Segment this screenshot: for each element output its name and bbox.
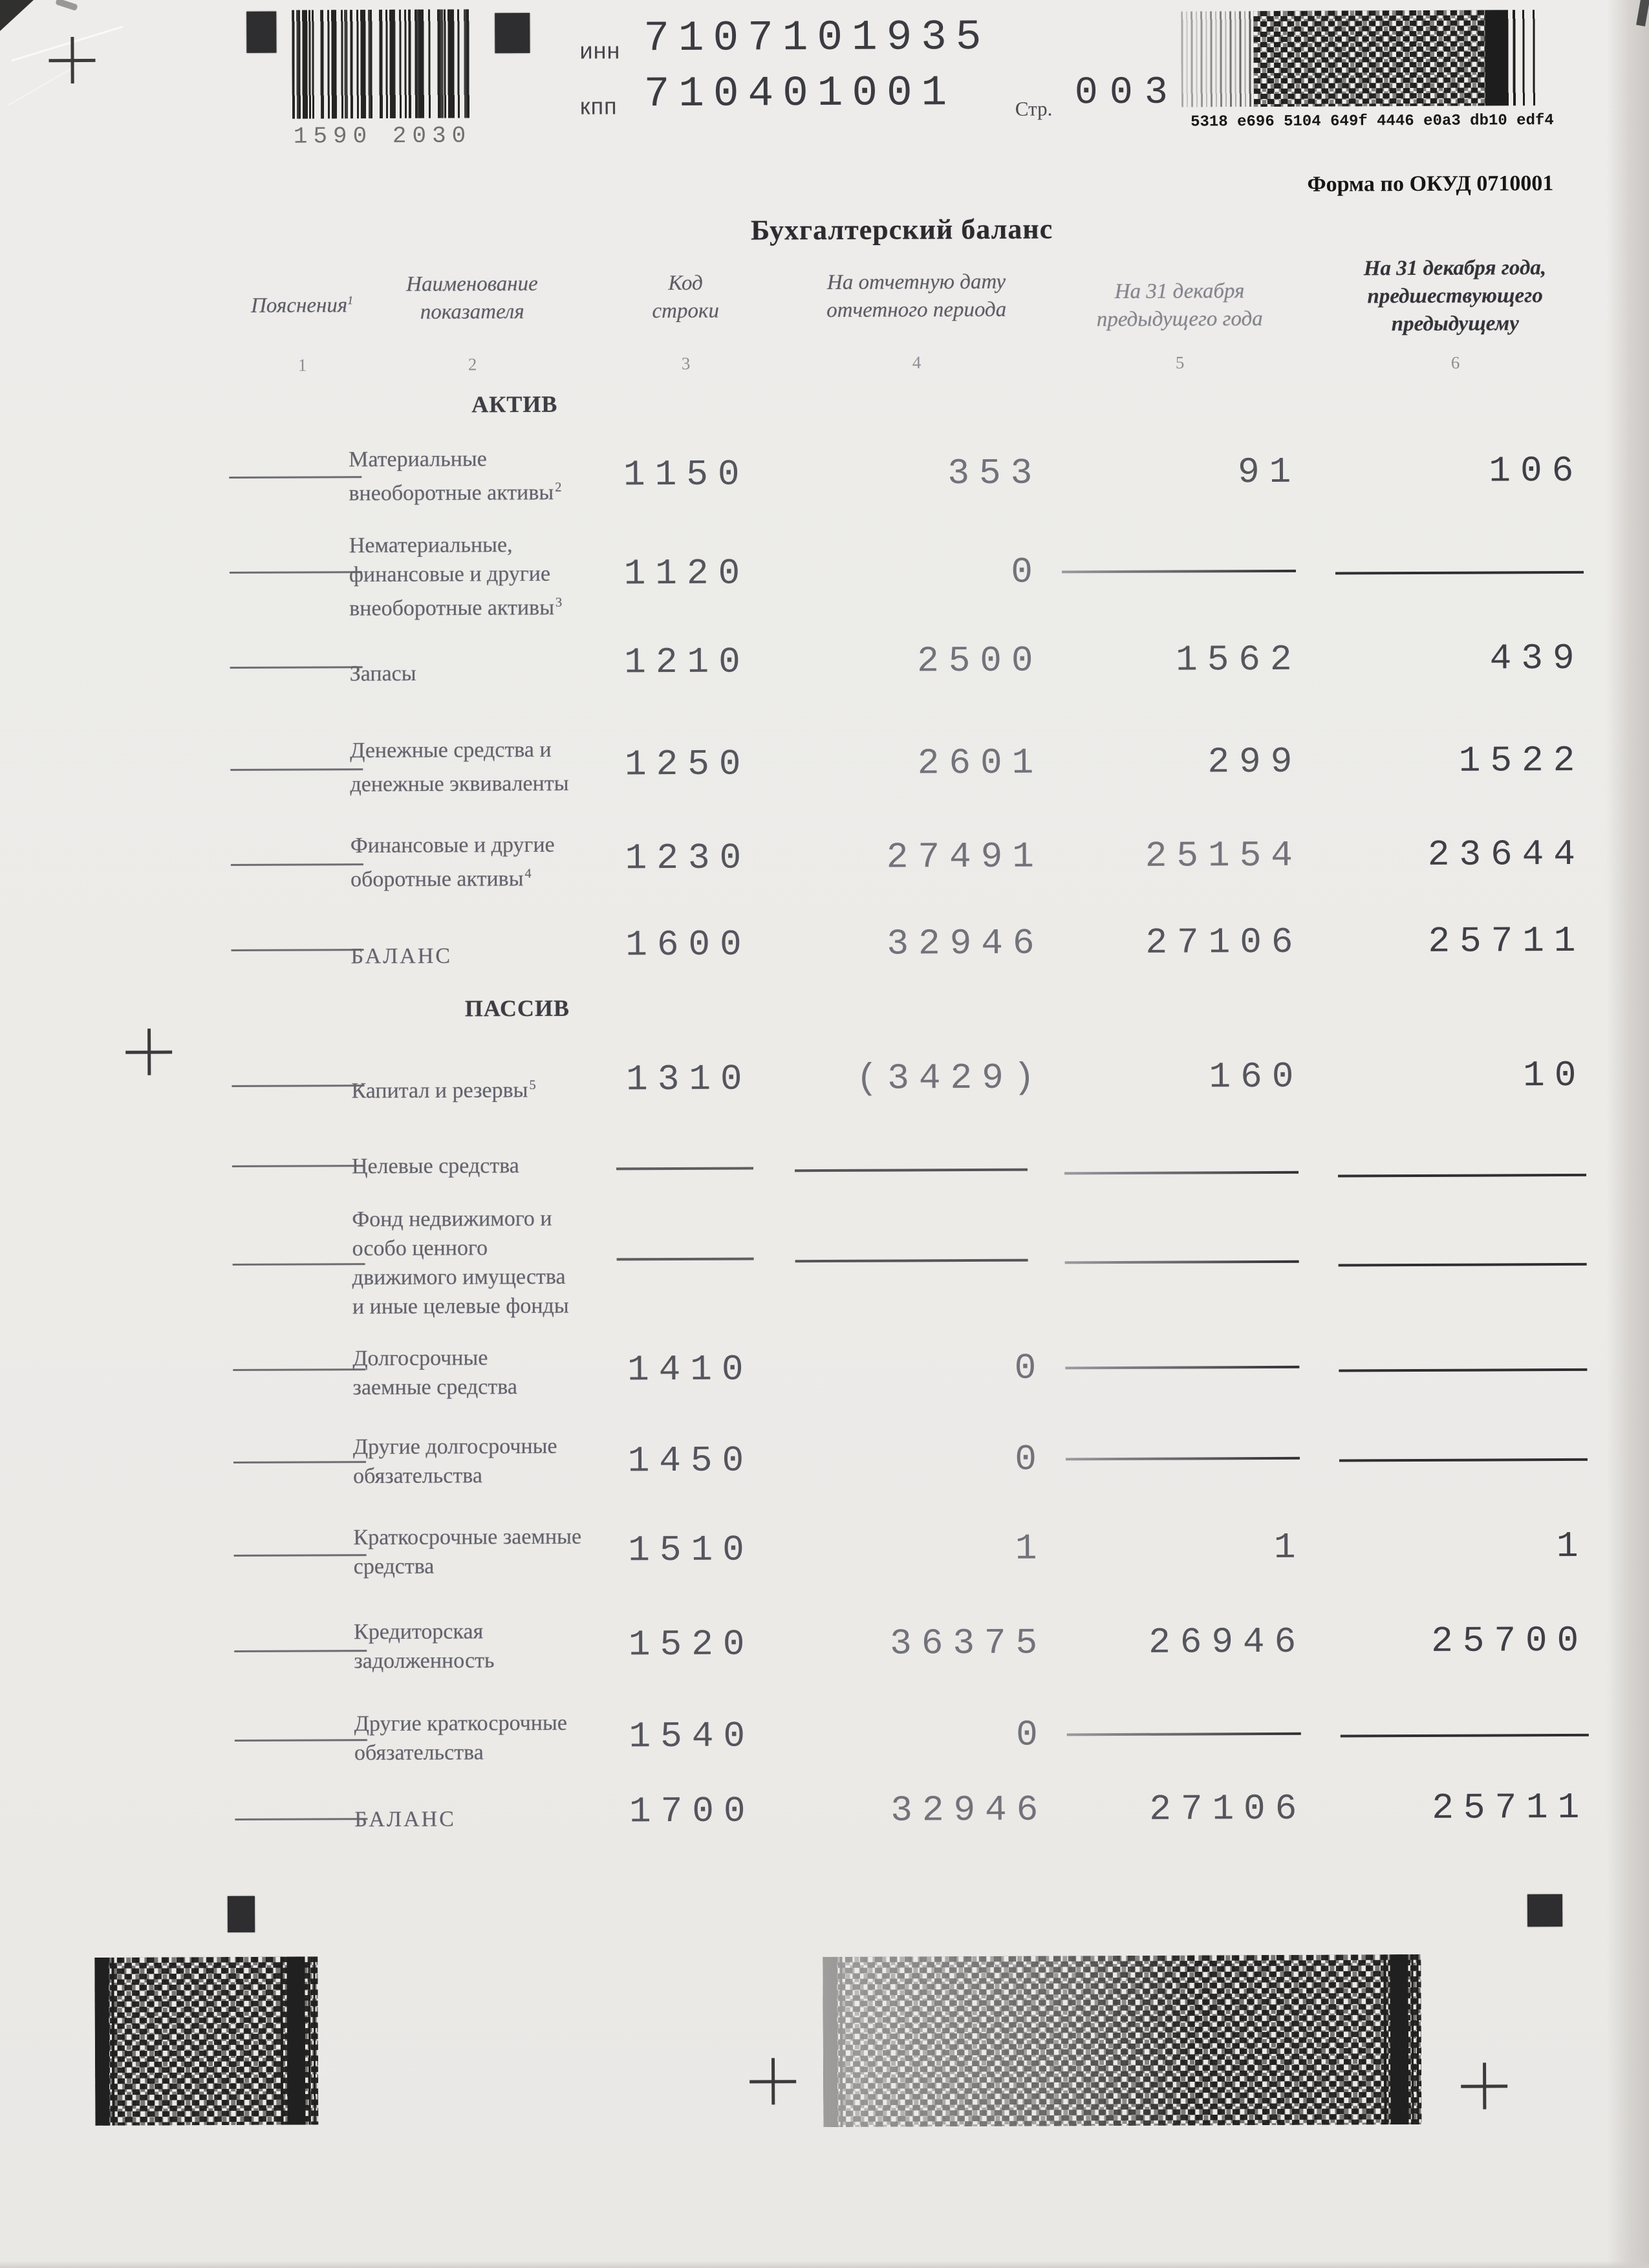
- empty-value-line: [1062, 570, 1296, 574]
- empty-value-line: [1067, 1733, 1301, 1736]
- column-number-1: 1: [297, 355, 307, 375]
- value-col4: (3429): [856, 1057, 1045, 1099]
- row-code: 1700: [629, 1790, 755, 1833]
- row-label: [353, 1522, 602, 1582]
- explanation-dash: [233, 1461, 366, 1463]
- row-label: [350, 654, 599, 689]
- okud-form-label: Форма по ОКУД 0710001: [1307, 171, 1554, 197]
- barcode-left-bars: [1181, 11, 1253, 107]
- row-code: 1520: [628, 1623, 755, 1666]
- value-col5: 299: [1207, 740, 1302, 783]
- column-header-prev-prev-year: На 31 декабря года, предшествующего предыдущему: [1363, 256, 1547, 336]
- empty-value-line: [1339, 1263, 1587, 1267]
- value-col5: 27106: [1149, 1787, 1307, 1830]
- row-label-text: БАЛАНС: [354, 1807, 456, 1832]
- value-col4: 27491: [886, 836, 1044, 878]
- value-col4: 1: [1015, 1528, 1047, 1570]
- section-passiv: ПАССИВ: [464, 995, 570, 1022]
- barcode-2d-icon: [94, 1956, 318, 2126]
- value-col6: 25711: [1432, 1786, 1590, 1829]
- row-label: [354, 1709, 603, 1768]
- value-col5: 25154: [1145, 834, 1303, 877]
- value-col5: 91: [1237, 451, 1301, 493]
- barcode-hex-string: 5318 e696 5104 649f 4446 e0a3 db10 edf4: [1191, 112, 1554, 131]
- empty-value-line: [1066, 1457, 1300, 1461]
- row-label: [352, 1204, 601, 1322]
- explanation-dash: [234, 1650, 367, 1652]
- scan-edge-shadow: [0, 2261, 1649, 2268]
- barcode-right-bars: [1485, 10, 1563, 106]
- row-label: [354, 1804, 603, 1835]
- empty-value-line: [1338, 1174, 1586, 1178]
- registration-cross-icon: [1461, 2062, 1507, 2109]
- column-number-6: 6: [1450, 352, 1460, 373]
- row-label: [350, 936, 599, 971]
- row-label-text: Краткосрочные заемные средства: [353, 1524, 582, 1579]
- row-code: 1210: [624, 641, 750, 684]
- registration-square-icon: [246, 12, 276, 53]
- value-col4: 0: [1014, 1347, 1046, 1389]
- footnote-marker: 5: [529, 1077, 536, 1092]
- page-number: 003: [1074, 70, 1180, 116]
- row-code: 1230: [625, 837, 751, 880]
- row-code: 1510: [628, 1529, 754, 1571]
- footnote-marker: 1: [347, 294, 354, 307]
- registration-cross-icon: [48, 37, 95, 83]
- row-code: 1150: [623, 453, 749, 496]
- row-code: 1600: [625, 923, 751, 966]
- barcode-2d-icon: [1181, 10, 1563, 107]
- value-col6: 1: [1556, 1525, 1588, 1568]
- explanation-dash: [233, 1368, 365, 1371]
- explanation-dash: [235, 1739, 367, 1742]
- row-label-text: Другие долгосрочные обязательства: [352, 1434, 557, 1489]
- row-code: 1120: [623, 552, 750, 595]
- barcode-stop-bar: [271, 1956, 318, 2124]
- page-label: Стр.: [1015, 97, 1053, 120]
- column-number-2: 2: [468, 354, 477, 374]
- value-col6: 23644: [1427, 833, 1586, 876]
- value-col6: 25711: [1428, 920, 1586, 962]
- registration-cross-icon: [125, 1028, 172, 1075]
- value-col5: 160: [1209, 1055, 1304, 1098]
- value-col5: 1562: [1176, 638, 1302, 681]
- explanation-dash: [234, 1554, 367, 1557]
- explanation-dash: [230, 571, 362, 574]
- row-label-text: Финансовые и другие оборотные активы: [350, 832, 555, 892]
- value-col4: 32946: [890, 1789, 1048, 1831]
- inn-value: 7107101935: [643, 12, 991, 63]
- row-label: [349, 530, 599, 623]
- column-number-5: 5: [1175, 352, 1185, 373]
- value-col6: 1522: [1458, 739, 1585, 782]
- footnote-marker: 4: [524, 866, 532, 881]
- kpp-label: кпп: [579, 92, 618, 120]
- column-number-4: 4: [912, 352, 921, 373]
- row-label: [350, 830, 599, 894]
- row-code: 1540: [629, 1715, 755, 1758]
- table-row: [0, 922, 1649, 1059]
- scan-edge-shadow: [1606, 0, 1649, 2268]
- column-header-report-date: На отчетную дату отчетного периода: [826, 270, 1007, 322]
- column-number-3: 3: [681, 353, 691, 373]
- empty-value-line: [617, 1257, 754, 1260]
- column-header-name: Наименование показателя: [406, 272, 538, 324]
- value-col6: 106: [1489, 449, 1584, 492]
- explanation-dash: [235, 1818, 367, 1820]
- row-label: [349, 444, 598, 508]
- registration-cross-icon: [749, 2058, 796, 2104]
- empty-value-line: [795, 1259, 1028, 1263]
- row-label-text: Другие краткосрочные обязательства: [354, 1711, 567, 1766]
- value-col6: 10: [1523, 1054, 1586, 1097]
- explanation-dash: [230, 666, 363, 669]
- column-header-text: Пояснения: [250, 294, 348, 318]
- footnote-marker: 2: [555, 480, 562, 495]
- row-label: [350, 735, 599, 799]
- row-label-text: Кредиторская задолженность: [354, 1619, 495, 1674]
- column-header-prev-year: На 31 декабря предыдущего года: [1096, 279, 1263, 332]
- empty-value-line: [1339, 1368, 1587, 1372]
- row-label: [351, 1071, 600, 1106]
- row-label-text: Долгосрочные заемные средства: [352, 1346, 517, 1400]
- value-col4: 32946: [887, 922, 1044, 965]
- section-aktiv: АКТИВ: [471, 391, 558, 418]
- registration-square-icon: [1527, 1894, 1562, 1927]
- barcode-1d-icon: [292, 9, 472, 118]
- row-label-text: Целевые средства: [351, 1154, 519, 1179]
- value-col4: 353: [947, 452, 1042, 495]
- row-label-text: Денежные средства и денежные эквиваленты: [350, 737, 569, 797]
- row-label-text: Материальные внеоборотные активы: [349, 447, 554, 506]
- explanation-dash: [232, 949, 364, 951]
- empty-value-line: [1339, 1458, 1588, 1462]
- value-col4: 0: [1016, 1714, 1048, 1756]
- empty-value-line: [1064, 1171, 1299, 1175]
- row-label-text: Запасы: [349, 662, 416, 686]
- empty-value-line: [1065, 1366, 1299, 1370]
- value-col4: 36375: [890, 1622, 1048, 1665]
- value-col5: 27106: [1145, 921, 1303, 964]
- footnote-marker: 3: [555, 595, 563, 610]
- page-title: Бухгалтерский баланс: [750, 213, 1053, 246]
- row-label: [354, 1617, 603, 1676]
- registration-square-icon: [495, 13, 530, 53]
- value-col6: 25700: [1431, 1619, 1589, 1662]
- row-code: 1250: [624, 743, 751, 786]
- value-col4: 0: [1015, 1438, 1047, 1480]
- empty-value-line: [616, 1167, 753, 1170]
- explanation-dash: [229, 476, 361, 479]
- table-row: [1, 1199, 1649, 1335]
- kpp-value: 710401001: [643, 69, 956, 119]
- empty-value-line: [1341, 1734, 1589, 1738]
- barcode-2d-icon: [823, 1954, 1421, 2127]
- explanation-dash: [232, 1165, 365, 1167]
- registration-square-icon: [228, 1896, 255, 1932]
- barcode-start-bar: [94, 1958, 117, 2126]
- row-code: 1310: [626, 1058, 752, 1101]
- empty-value-line: [795, 1169, 1028, 1172]
- value-col6: 439: [1489, 637, 1584, 680]
- value-col4: 0: [1011, 551, 1043, 593]
- explanation-dash: [232, 1085, 364, 1087]
- explanation-dash: [231, 863, 363, 866]
- value-col4: 2601: [917, 742, 1044, 784]
- row-label: [352, 1343, 601, 1403]
- row-label-text: БАЛАНС: [350, 944, 453, 969]
- row-label: [353, 1432, 602, 1491]
- row-label-text: Фонд недвижимого и особо ценного движимого имущества и иные целевые фонды: [352, 1206, 569, 1319]
- empty-value-line: [1065, 1260, 1299, 1264]
- row-code: 1450: [627, 1440, 754, 1482]
- row-code: 1410: [627, 1348, 753, 1391]
- explanation-dash: [230, 768, 363, 771]
- value-col5: 1: [1273, 1526, 1306, 1568]
- explanation-dash: [233, 1263, 365, 1266]
- barcode-data-blocks: [1253, 10, 1485, 107]
- barcode-fade-overlay: [823, 1954, 1421, 2127]
- column-header-explanations: [237, 286, 367, 320]
- column-header-code: Код строки: [652, 271, 719, 323]
- row-label-text: Капитал и резервы: [351, 1078, 528, 1103]
- row-label: [352, 1151, 601, 1182]
- barcode-number: 1590 2030: [293, 122, 472, 150]
- row-label-text: Нематериальные, финансовые и другие внеоборотные активы: [349, 533, 555, 621]
- inn-label: инн: [579, 37, 621, 64]
- value-col4: 2500: [917, 640, 1043, 682]
- empty-value-line: [1335, 571, 1584, 575]
- value-col5: 26946: [1148, 1621, 1306, 1663]
